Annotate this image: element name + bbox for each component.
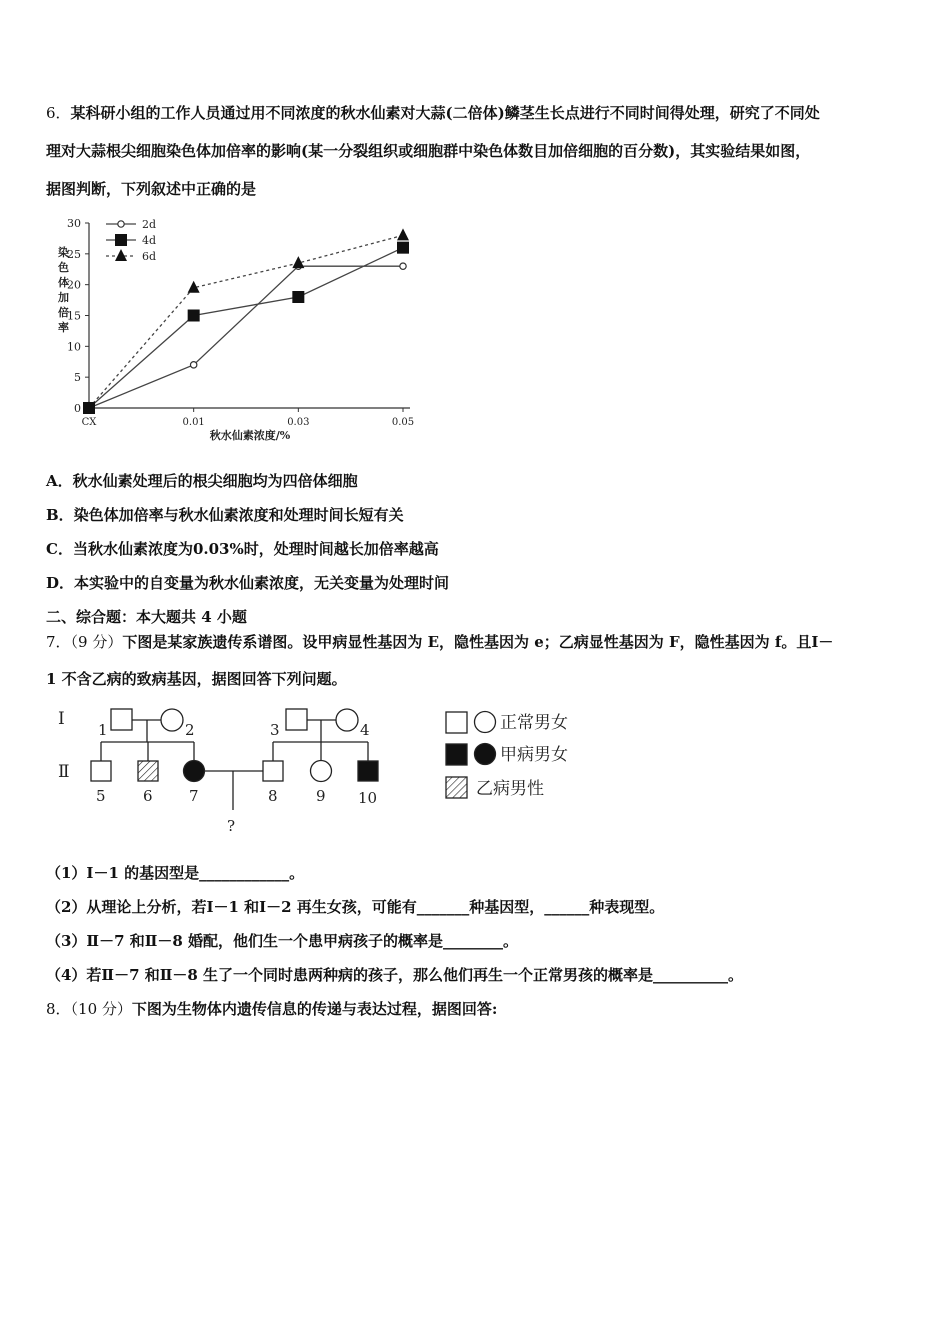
y-axis-label: 染色体加倍率 [58, 246, 69, 334]
q6-number: 6． [46, 104, 71, 122]
x-tick-label-3: 0.05 [391, 417, 415, 428]
chromosome-doubling-chart [40, 208, 440, 448]
legend-label-2d: 2d [142, 218, 157, 231]
point-4d-1 [188, 310, 200, 322]
q6-option-d: D．本实验中的自变量为秋水仙素浓度，无关变量为处理时间 [46, 574, 450, 592]
label-10: 10 [358, 789, 378, 807]
q8-number: 8． [46, 1000, 71, 1018]
legend-marker-4d [115, 234, 127, 246]
label-8: 8 [268, 787, 278, 805]
individual-5-normal-male [91, 761, 111, 781]
label-2: 2 [185, 721, 195, 739]
individual-8-normal-male [263, 761, 283, 781]
q6-text-1: 某科研小组的工作人员通过用不同浓度的秋水仙素对大蒜(二倍体)鳞茎生长点进行不同时间得处理，研究了不同处 [70, 104, 820, 122]
section-2-title: 二、综合题：本大题共 4 小题 [46, 608, 247, 626]
q6-line-3: 据图判断，下列叙述中正确的是 [46, 180, 257, 198]
x-tick-label-1: 0.01 [182, 417, 205, 428]
label-5: 5 [96, 787, 106, 805]
q7-sub-3: （3）Ⅱ－7 和Ⅱ－8 婚配，他们生一个患甲病孩子的概率是________。 [46, 932, 519, 950]
individual-3-normal-male [286, 709, 307, 730]
legend-normal-male-square [446, 712, 467, 733]
legend-normal-label: 正常男女 [500, 713, 568, 733]
label-4: 4 [360, 721, 370, 739]
pedigree-chart [48, 700, 588, 840]
pedigree-svg [48, 700, 588, 840]
y-ticks [67, 217, 89, 415]
q8-text: 下图为生物体内遗传信息的传递与表达过程，据图回答: [131, 1000, 498, 1018]
individual-9-normal-female [311, 761, 332, 782]
chart-legend [106, 218, 156, 263]
individual-7-disease-a-female [184, 761, 205, 782]
label-3: 3 [270, 721, 280, 739]
chart-svg [40, 208, 440, 448]
y-tick-label-15: 15 [67, 309, 81, 323]
legend-marker-6d [115, 249, 127, 261]
point-4d-2 [292, 291, 304, 303]
x-tick-label-2: 0.03 [287, 417, 310, 428]
legend-disease-b-male-square [446, 777, 467, 798]
q8-line-1 [46, 998, 497, 1019]
individual-1-normal-male [111, 709, 132, 730]
legend-normal-female-circle [475, 712, 496, 733]
q6-option-a: A．秋水仙素处理后的根尖细胞均为四倍体细胞 [46, 472, 358, 490]
point-2d-1 [190, 362, 196, 368]
x-tick-label-0: CX [81, 417, 97, 428]
label-offspring-unknown: ? [227, 817, 236, 835]
q6-line-2: 理对大蒜根尖细胞染色体加倍率的影响(某一分裂组织或细胞群中染色体数目加倍细胞的百分数)，其实验结果如图， [46, 142, 811, 160]
q8-score: （10 分） [70, 1000, 132, 1018]
y-tick-label-5: 5 [74, 371, 81, 385]
individual-10-disease-a-male [358, 761, 378, 781]
q7-line-1 [46, 631, 833, 652]
q7-sub-1: （1）Ⅰ－1 的基因型是____________。 [46, 864, 305, 882]
legend-label-6d: 6d [142, 250, 157, 263]
legend-disease-b-label: 乙病男性 [476, 779, 544, 799]
individual-4-normal-female [336, 709, 358, 731]
q7-sub-4: （4）若Ⅱ－7 和Ⅱ－8 生了一个同时患两种病的孩子，那么他们再生一个正常男孩的概率是__________。 [46, 966, 744, 984]
q6-line-1 [46, 102, 820, 123]
y-tick-label-25: 25 [67, 247, 81, 261]
label-7: 7 [189, 787, 199, 805]
label-6: 6 [143, 787, 153, 805]
y-tick-label-0: 0 [74, 402, 81, 415]
series-line-4d [89, 248, 403, 408]
y-tick-label-10: 10 [67, 340, 81, 354]
legend-disease-a-male-square [446, 744, 467, 765]
q7-number: 7． [46, 633, 71, 651]
q7-line-2: 1 不含乙病的致病基因，据图回答下列问题。 [46, 670, 347, 688]
point-6d-3 [397, 228, 409, 240]
legend-disease-a-female-circle [475, 744, 496, 765]
individual-2-normal-female [161, 709, 183, 731]
point-2d-3 [400, 263, 406, 269]
individual-6-disease-b-male [138, 761, 158, 781]
generation-2-label: Ⅱ [58, 762, 70, 782]
legend-label-4d: 4d [142, 234, 157, 247]
q7-score: （9 分） [70, 633, 123, 651]
q6-option-c: C．当秋水仙素浓度为0.03%时，处理时间越长加倍率越高 [46, 540, 439, 558]
label-9: 9 [316, 787, 326, 805]
legend-marker-2d [118, 221, 124, 227]
series-line-6d [89, 235, 403, 408]
generation-1-label: Ⅰ [58, 709, 65, 729]
q7-text-1: 下图是某家族遗传系谱图。设甲病显性基因为 E，隐性基因为 e；乙病显性基因为 F，隐性基因为 f。且Ⅰ－ [122, 633, 834, 651]
point-4d-3 [397, 242, 409, 254]
series-line-2d [89, 266, 403, 408]
label-1: 1 [98, 721, 108, 739]
y-tick-label-30: 30 [67, 217, 81, 230]
x-axis-label: 秋水仙素浓度/% [209, 429, 291, 442]
q7-sub-2: （2）从理论上分析，若Ⅰ－1 和Ⅰ－2 再生女孩，可能有_______种基因型，______种表现型。 [46, 898, 665, 916]
legend-disease-a-label: 甲病男女 [500, 745, 568, 765]
y-tick-label-20: 20 [67, 278, 81, 292]
x-ticks [82, 408, 415, 428]
q6-option-b: B．染色体加倍率与秋水仙素浓度和处理时间长短有关 [46, 506, 404, 524]
